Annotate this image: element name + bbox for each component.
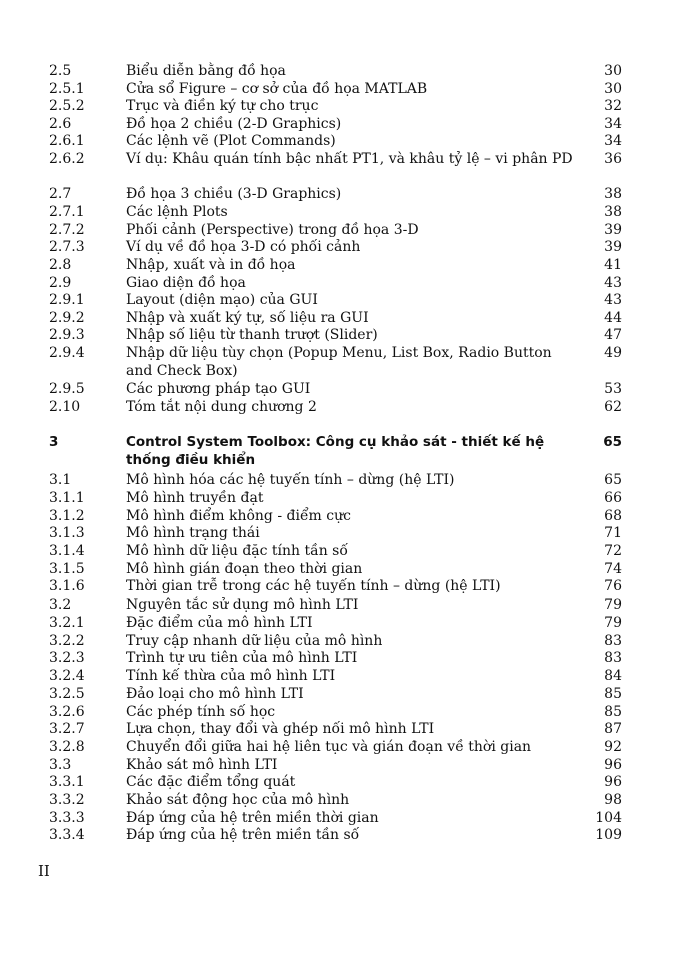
toc-section-number: 3.2.1 <box>49 615 85 631</box>
toc-section-title: Trình tự ưu tiên của mô hình LTI <box>126 650 358 666</box>
toc-section-number: 3.3 <box>49 757 72 773</box>
toc-page-number: 38 <box>604 186 622 202</box>
toc-section-number: 3.3.2 <box>49 792 85 808</box>
toc-page-number: 92 <box>604 739 622 755</box>
toc-section-title: Các phép tính số học <box>126 704 276 720</box>
toc-page-number: 43 <box>604 275 622 291</box>
toc-page-number: 65 <box>604 472 622 488</box>
toc-page-number: 39 <box>604 222 622 238</box>
toc-page-number: 53 <box>604 381 622 397</box>
toc-page-number: 30 <box>604 63 622 79</box>
toc-page-number: 41 <box>604 257 622 273</box>
toc-page-number: 49 <box>604 345 622 361</box>
toc-page-number: 72 <box>604 543 622 559</box>
toc-section-number: 3.3.4 <box>49 827 85 843</box>
toc-section-number: 3.2.3 <box>49 650 85 666</box>
toc-section-title: Tính kế thừa của mô hình LTI <box>126 668 336 684</box>
toc-page-number: 79 <box>604 597 622 613</box>
toc-section-title: Biểu diễn bằng đồ họa <box>126 63 286 79</box>
toc-page-number: 34 <box>604 133 622 149</box>
toc-page-number: 38 <box>604 204 622 220</box>
toc-page-number: 44 <box>604 310 622 326</box>
toc-section-title: Nhập số liệu từ thanh trượt (Slider) <box>126 327 378 343</box>
toc-page-number: 83 <box>604 633 622 649</box>
toc-page-number: 36 <box>604 151 622 167</box>
toc-page-number: 85 <box>604 686 622 702</box>
toc-section-number: 2.5.2 <box>49 98 85 114</box>
toc-section-number: 3.2.5 <box>49 686 85 702</box>
toc-page-number: 65 <box>603 434 622 450</box>
toc-page-number: 85 <box>604 704 622 720</box>
toc-section-number: 3.2.2 <box>49 633 85 649</box>
toc-section-title: Mô hình trạng thái <box>126 525 260 541</box>
toc-section-number: 2.9.3 <box>49 327 85 343</box>
toc-section-number: 3.2.8 <box>49 739 85 755</box>
toc-section-number: 3.2.7 <box>49 721 85 737</box>
toc-page-number: 84 <box>604 668 622 684</box>
toc-section-number: 3.1.4 <box>49 543 85 559</box>
toc-section-title: Phối cảnh (Perspective) trong đồ họa 3-D <box>126 222 419 238</box>
toc-page-number: 32 <box>604 98 622 114</box>
toc-section-number: 2.9 <box>49 275 72 291</box>
toc-section-number: 3 <box>49 434 59 450</box>
toc-section-number: 3.2.6 <box>49 704 85 720</box>
page-number: II <box>38 862 50 880</box>
toc-section-title: Các lệnh Plots <box>126 204 228 220</box>
toc-section-title: Đáp ứng của hệ trên miền tần số <box>126 827 360 843</box>
toc-page-number: 66 <box>604 490 622 506</box>
toc-section-title: Chuyển đổi giữa hai hệ liên tục và gián đoạn về thời gian <box>126 739 532 755</box>
toc-section-title: Mô hình hóa các hệ tuyến tính – dừng (hệ LTI) <box>126 472 455 488</box>
toc-section-title: Đảo loại cho mô hình LTI <box>126 686 304 702</box>
toc-page-number: 74 <box>604 561 622 577</box>
toc-section-number: 3.3.1 <box>49 774 85 790</box>
toc-section-number: 2.10 <box>49 399 81 415</box>
toc-page-number: 68 <box>604 508 622 524</box>
toc-section-number: 2.7.2 <box>49 222 85 238</box>
toc-section-title: Khảo sát động học của mô hình <box>126 792 350 808</box>
toc-section-number: 2.9.4 <box>49 345 85 361</box>
toc-section-number: 2.7.1 <box>49 204 85 220</box>
toc-section-number: 3.1.2 <box>49 508 85 524</box>
toc-section-number: 2.8 <box>49 257 72 273</box>
toc-page-number: 76 <box>604 578 622 594</box>
toc-section-title: Đồ họa 3 chiều (3-D Graphics) <box>126 186 342 202</box>
toc-page-number: 96 <box>604 757 622 773</box>
toc-section-number: 2.7.3 <box>49 239 85 255</box>
toc-section-title: Các phương pháp tạo GUI <box>126 381 311 397</box>
toc-section-title: Mô hình dữ liệu đặc tính tần số <box>126 543 348 559</box>
toc-section-number: 3.1.6 <box>49 578 85 594</box>
toc-section-number: 3.3.3 <box>49 810 85 826</box>
toc-section-number: 2.5 <box>49 63 72 79</box>
toc-section-title: Nhập, xuất và in đồ họa <box>126 257 296 273</box>
toc-page-number: 34 <box>604 116 622 132</box>
toc-section-title: Nguyên tắc sử dụng mô hình LTI <box>126 597 359 613</box>
toc-section-title: Mô hình gián đoạn theo thời gian <box>126 561 363 577</box>
toc-section-title: Mô hình truyền đạt <box>126 490 264 506</box>
toc-section-title: Truy cập nhanh dữ liệu của mô hình <box>126 633 383 649</box>
toc-section-title: Control System Toolbox: Công cụ khảo sát - thiết kế hệ thống điều khiển <box>126 434 545 468</box>
toc-section-title: Trục và điền ký tự cho trục <box>126 98 319 114</box>
toc-page-number: 104 <box>595 810 622 826</box>
toc-section-title: Các lệnh vẽ (Plot Commands) <box>126 133 336 149</box>
toc-section-number: 3.1.3 <box>49 525 85 541</box>
toc-section-number: 3.2 <box>49 597 72 613</box>
toc-page-number: 62 <box>604 399 622 415</box>
toc-section-number: 2.7 <box>49 186 72 202</box>
toc-section-title: Đồ họa 2 chiều (2-D Graphics) <box>126 116 342 132</box>
toc-page-number: 47 <box>604 327 622 343</box>
toc-section-number: 2.5.1 <box>49 81 85 97</box>
toc-page-number: 43 <box>604 292 622 308</box>
toc-section-title: Ví dụ về đồ họa 3-D có phối cảnh <box>126 239 361 255</box>
toc-section-title: Tóm tắt nội dung chương 2 <box>126 399 317 415</box>
toc-section-title: Cửa sổ Figure – cơ sở của đồ họa MATLAB <box>126 81 428 97</box>
toc-page-number: 87 <box>604 721 622 737</box>
toc-section-title: Nhập và xuất ký tự, số liệu ra GUI <box>126 310 369 326</box>
toc-page-number: 79 <box>604 615 622 631</box>
toc-page-number: 96 <box>604 774 622 790</box>
toc-section-number: 3.1.1 <box>49 490 85 506</box>
toc-section-title: Mô hình điểm không - điểm cực <box>126 508 351 524</box>
toc-section-number: 2.9.5 <box>49 381 85 397</box>
toc-section-title: Ví dụ: Khâu quán tính bậc nhất PT1, và khâu tỷ lệ – vi phân PD <box>126 151 573 167</box>
toc-section-title: Layout (diện mạo) của GUI <box>126 292 318 308</box>
toc-section-number: 3.2.4 <box>49 668 85 684</box>
toc-section-number: 3.1.5 <box>49 561 85 577</box>
toc-page-number: 30 <box>604 81 622 97</box>
toc-page-number: 109 <box>595 827 622 843</box>
toc-page-number: 98 <box>604 792 622 808</box>
toc-section-number: 3.1 <box>49 472 72 488</box>
toc-section-title: Giao diện đồ họa <box>126 275 246 291</box>
toc-section-title: Nhập dữ liệu tùy chọn (Popup Menu, List Box, Radio Button and Check Box) <box>126 345 552 379</box>
toc-section-number: 2.6.1 <box>49 133 85 149</box>
toc-section-number: 2.6 <box>49 116 72 132</box>
toc-section-title: Thời gian trễ trong các hệ tuyến tính – dừng (hệ LTI) <box>126 578 501 594</box>
toc-page-number: 71 <box>604 525 622 541</box>
toc-section-title: Đặc điểm của mô hình LTI <box>126 615 313 631</box>
toc-section-title: Đáp ứng của hệ trên miền thời gian <box>126 810 379 826</box>
toc-section-title: Các đặc điểm tổng quát <box>126 774 296 790</box>
toc-page-number: 83 <box>604 650 622 666</box>
toc-section-number: 2.9.1 <box>49 292 85 308</box>
toc-section-number: 2.6.2 <box>49 151 85 167</box>
toc-page-number: 39 <box>604 239 622 255</box>
toc-section-number: 2.9.2 <box>49 310 85 326</box>
toc-section-title: Lựa chọn, thay đổi và ghép nối mô hình LTI <box>126 721 435 737</box>
toc-section-title: Khảo sát mô hình LTI <box>126 757 278 773</box>
